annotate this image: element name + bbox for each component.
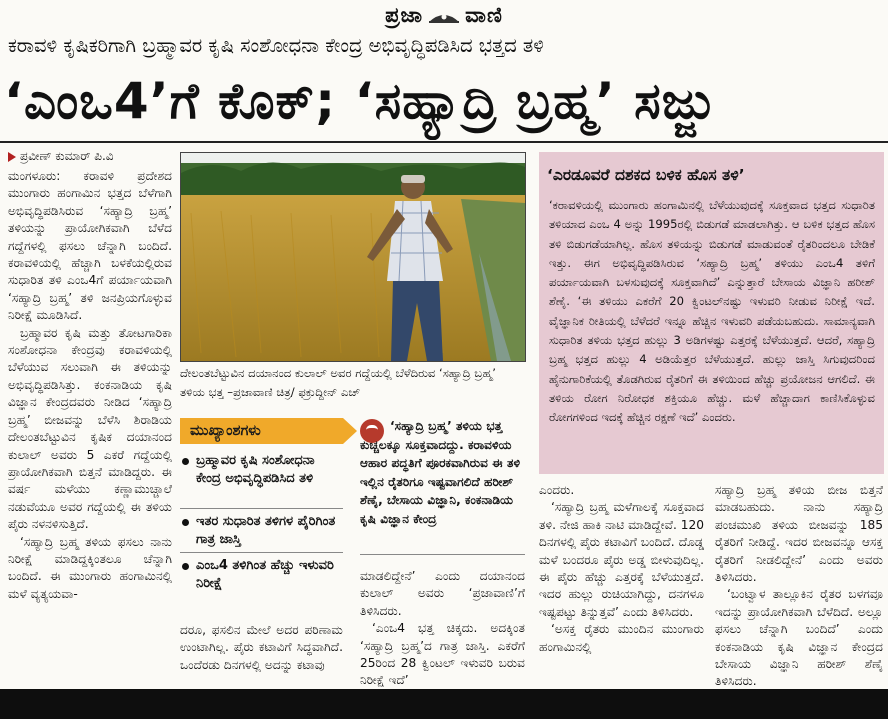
triangle-icon: [8, 152, 16, 162]
paragraph: ದರೂ, ಫಸಲಿನ ಮೇಲೆ ಅದರ ಪರಿಣಾಮ ಉಂಟಾಗಿಲ್ಲ. ಪೈರು ಕಟಾವಿಗೆ ಸಿದ್ಧವಾಗಿದೆ. ಒಂದೆರಡು ದಿನಗಳಲ್ಲಿ ಅದನ್ನು ಕಟಾವು: [180, 623, 343, 672]
footer-band: [0, 689, 888, 719]
paragraph: ‘ಬಂಟ್ವಾಳ ತಾಲ್ಲೂಕಿನ ರೈತರ ಬಳಗವೂ ಇದನ್ನು ಪ್ರಾಯೋಗಿಕವಾಗಿ ಬೆಳೆದಿದೆ. ಅಲ್ಲೂ ಫಸಲು ಚೆನ್ನಾಗಿ ಬಂದಿದೆ’ ಎಂದು ಕಂಕನಾಡಿಯ ಕೃಷಿ ವಿಜ್ಞಾನ ಕೇಂದ್ರದ ಬೇಸಾಯ ವಿಜ್ಞಾನಿ ಹರೀಶ್ ಶೆಣೈ ತಿಳಿಸಿದರು.: [715, 587, 883, 689]
highlights-title: ಮುಖ್ಯಾಂಶಗಳು: [190, 423, 261, 439]
bullet-icon: [182, 563, 189, 570]
divider: [0, 141, 888, 143]
masthead: [0, 0, 888, 30]
divider: [180, 552, 343, 553]
paragraph: ಮಾಡಲಿದ್ದೇನೆ’ ಎಂದು ದಯಾನಂದ ಕುಲಾಲ್ ಅವರು ‘ಪ್ರಜಾವಾಣಿ’ಗೆ ತಿಳಿಸಿದರು.: [360, 569, 525, 618]
paragraph: ಬ್ರಹ್ಮಾವರ ಕೃಷಿ ಮತ್ತು ತೋಟಗಾರಿಕಾ ಸಂಶೋಧನಾ ಕೇಂದ್ರವು ಕರಾವಳಿಯಲ್ಲಿ ಬೆಳೆಯುವ ಸಲುವಾಗಿ ಈ ತಳಿಯನ್ನು ಅಭಿವೃದ್ಧಿಪಡಿಸಿತ್ತು. ಕಂಕನಾಡಿಯ ಕೃಷಿ ವಿಜ್ಞಾನ ಕೇಂದ್ರದವರು ನೀಡಿದ ‘ಸಹ್ಯಾದ್ರಿ ಬ್ರಹ್ಮ’ ಬೀಜವನ್ನು ಬೆಳೆಸಿ ಶಿರಾಡಿಯ ದೇಲಂತಬೆಟ್ಟುವಿನ ಕೃಷಿಕ ದಯಾನಂದ ಕುಲಾಲ್ ಅವರು 5 ಎಕರೆ ಗದ್ದೆಯಲ್ಲಿ ಪ್ರಾಯೋಗಿಕವಾಗಿ ಬಿತ್ತನೆ ಮಾಡಿದ್ದರು. ಈ ವರ್ಷ ಮಳೆಯು ಕಣ್ಣಾಮುಚ್ಚಾಲೆ ನಡುವೆಯೂ ಅವರ ಗದ್ದೆಯಲ್ಲಿ ಈ ತಳಿಯ ಪೈರು ನಳನಳಿಸುತ್ತಿದೆ.: [8, 325, 172, 532]
sidebar-title: ‘ಎರಡೂವರೆ ದಶಕದ ಬಳಿಕ ಹೊಸ ತಳಿ’: [547, 166, 745, 184]
photo-illustration: [181, 153, 525, 361]
photo-caption: ದೇಲಂತಬೆಟ್ಟುವಿನ ದಯಾನಂದ ಕುಲಾಲ್ ಅವರ ಗದ್ದೆಯಲ್ಲಿ ಬೆಳೆದಿರುವ ‘ಸಹ್ಯಾದ್ರಿ ಬ್ರಹ್ಮ’ ತಳಿಯ ಭತ್ತ –ಪ್ರಜಾವಾಣಿ ಚಿತ್ರ/ ಫಕ್ರುದ್ದೀನ್ ಎಚ್: [180, 366, 496, 399]
article-column-2: [180, 622, 343, 689]
article-column-5: [715, 482, 883, 689]
bullet-icon: [182, 519, 189, 526]
highlights-header: [180, 418, 343, 444]
masthead-left: ಪ್ರಜಾ: [385, 2, 424, 27]
highlight-item: ಇತರ ಸುಧಾರಿತ ತಳಿಗಳ ಪೈರಿಗಿಂತ ಗಾತ್ರ ಜಾಸ್ತಿ: [180, 513, 343, 549]
article-column-4: [539, 482, 704, 689]
sidebar-body: ‘ಕರಾವಳಿಯಲ್ಲಿ ಮುಂಗಾರು ಹಂಗಾಮಿನಲ್ಲಿ ಬೆಳೆಯುವುದಕ್ಕೆ ಸೂಕ್ತವಾದ ಭತ್ತದ ಸುಧಾರಿತ ತಳಿಯಾದ ಎಂಒ 4 ಅನ್ನು 1995ರಲ್ಲಿ ಬಿಡುಗಡೆ ಮಾಡಲಾಗಿತ್ತು. ಆ ಬಳಿಕ ಭತ್ತದ ಹೊಸ ತಳಿ ಬಿಡುಗಡೆಯಾಗಿಲ್ಲ. ಹೊಸ ತಳಿಯನ್ನು ಬಿಡುಗಡೆ ಮಾಡುವಂತೆ ರೈತರಿಂದಲೂ ಬೇಡಿಕೆ ಇತ್ತು. ಈಗ ಅಭಿವೃದ್ಧಿಪಡಿಸಿರುವ ‘ಸಹ್ಯಾದ್ರಿ ಬ್ರಹ್ಮ’ ತಳಿಯು ಎಂಒ4 ತಳಿಗೆ ಪರ್ಯಾಯವಾಗಿ ಬಳಸುವುದಕ್ಕೆ ಸೂಕ್ತವಾಗಿದೆ’ ಎನ್ನುತ್ತಾರೆ ಬೇಸಾಯ ವಿಜ್ಞಾನಿ ಹರೀಶ್ ಶೆಣೈ. ‘ಈ ತಳಿಯು ಎಕರೆಗೆ 20 ಕ್ವಿಂಟಲ್‌ನಷ್ಟು ಇಳುವರಿ ನೀಡುವ ನಿರೀಕ್ಷೆ ಇದೆ. ವೈಜ್ಞಾನಿಕ ರೀತಿಯಲ್ಲಿ ಬೆಳೆದರೆ ಇನ್ನೂ ಹೆಚ್ಚಿನ ಇಳುವರಿ ಪಡೆಯಬಹುದು. ಸಾಮಾನ್ಯವಾಗಿ ಸುಧಾರಿತ ತಳಿಯ ಭತ್ತದ ಹುಲ್ಲು 3 ಅಡಿಗಳಷ್ಟು ಎತ್ತರಕ್ಕೆ ಬೆಳೆಯುತ್ತದೆ. ಆದರೆ, ಸಹ್ಯಾದ್ರಿ ಬ್ರಹ್ಮ ಭತ್ತದ ಹುಲ್ಲು 4 ಅಡಿಯೆತ್ತರ ಬೆಳೆಯುತ್ತದೆ. ಹುಲ್ಲು ಜಾಸ್ತಿ ಸಿಗುವುದರಿಂದ ಹೈನುಗಾರಿಕೆಯಲ್ಲಿ ತೊಡಗಿರುವ ರೈತರಿಗೆ ಈ ತಳಿಯಿಂದ ಹೆಚ್ಚು ಪ್ರಯೋಜನ ಆಗಲಿದೆ. ಈ ತಳಿಯ ರೋಗ ನಿರೋಧಕ ಶಕ್ತಿಯೂ ಹೆಚ್ಚು. ಮಳೆ ಹೆಚ್ಚಾದಾಗ ಕಾಣಿಸಿಕೊಳ್ಳುವ ರೋಗಗಳಿಂದ ಇದಕ್ಕೆ ಹೆಚ್ಚಿನ ರಕ್ಷಣೆ ಇದೆ’ ಎಂದರು.: [549, 198, 875, 425]
emblem-icon: [427, 10, 461, 24]
highlight-item: ಎಂಒ4 ತಳಿಗಿಂತ ಹೆಚ್ಚು ಇಳುವರಿ ನಿರೀಕ್ಷೆ: [180, 557, 343, 593]
bullet-icon: [182, 458, 189, 465]
headline: ‘ಎಂಒ4’ಗೆ ಕೊಕ್; ‘ಸಹ್ಯಾದ್ರಿ ಬ್ರಹ್ಮ’ ಸಜ್ಜು: [4, 72, 716, 130]
paragraph: ‘ಸಹ್ಯಾದ್ರಿ ಬ್ರಹ್ಮ ಮಳೆಗಾಲಕ್ಕೆ ಸೂಕ್ತವಾದ ತಳಿ. ನೇಜಿ ಹಾಕಿ ನಾಟಿ ಮಾಡಿದ್ದೇವೆ. 120 ದಿನಗಳಲ್ಲಿ ಪೈರು ಕಟಾವಿಗೆ ಬಂದಿದೆ. ದೊಡ್ಡ ಮಳೆ ಬಂದರೂ ಪೈರು ಅಡ್ಡ ಬೀಳುವುದಿಲ್ಲ. ಈ ಪೈರು ಹೆಚ್ಚು ಎತ್ತರಕ್ಕೆ ಬೆಳೆಯುತ್ತದೆ. ಇದರ ಹುಲ್ಲು ರುಚಿಯಾಗಿದ್ದು, ದನಗಳೂ ಇಷ್ಟಪಟ್ಟು ತಿನ್ನುತ್ತವೆ’ ಎಂದು ತಿಳಿಸಿದರು.: [539, 500, 704, 619]
paragraph: ಸಹ್ಯಾದ್ರಿ ಬ್ರಹ್ಮ ತಳಿಯ ಬೀಜ ಬಿತ್ತನೆ ಮಾಡಬಹುದು. ನಾನು ಸಹ್ಯಾದ್ರಿ ಪಂಚಮುಖಿ ತಳಿಯ ಬೀಜವನ್ನು 185 ರೈತರಿಗೆ ನೀಡಿದ್ದೆ. ಇದರ ಬೀಜವನ್ನೂ ಆಸಕ್ತ ರೈತರಿಗೆ ನೀಡಲಿದ್ದೇನೆ’ ಎಂದು ಅವರು ತಿಳಿಸಿದರು.: [715, 483, 883, 585]
pull-quote: [360, 417, 525, 551]
paragraph: ‘ಅಸಕ್ತ ರೈತರು ಮುಂದಿನ ಮುಂಗಾರು ಹಂಗಾಮಿನಲ್ಲಿ: [539, 622, 704, 654]
pull-quote-text: ‘ಸಹ್ಯಾದ್ರಿ ಬ್ರಹ್ಮ’ ತಳಿಯ ಭತ್ತ ಕುಚ್ಚಲಕ್ಕೂ ಸೂಕ್ತವಾದದ್ದು. ಕರಾವಳಿಯ ಆಹಾರ ಪದ್ಧತಿಗೆ ಪೂರಕವಾಗಿರುವ ಈ ತಳಿ ಇಲ್ಲಿನ ರೈತರಿಗೂ ಇಷ್ಟವಾಗಲಿದೆ ಹರೀಶ್ ಶೆಣೈ, ಬೇಸಾಯ ವಿಜ್ಞಾನಿ, ಕಂಕನಾಡಿಯ ಕೃಷಿ ವಿಜ್ಞಾನ ಕೇಂದ್ರ: [360, 419, 521, 526]
sidebar-box: [539, 152, 884, 474]
paddy-field-photo: [180, 152, 526, 362]
article-column-3: [360, 568, 525, 689]
article-column-1: [8, 168, 172, 689]
byline: [8, 147, 173, 165]
byline-name: ಪ್ರವೀಣ್ ಕುಮಾರ್ ಪಿ.ವಿ: [20, 149, 114, 163]
highlight-item: ಬ್ರಹ್ಮಾವರ ಕೃಷಿ ಸಂಶೋಧನಾ ಕೇಂದ್ರ ಅಭಿವೃದ್ಧಿಪಡಿಸಿದ ತಳಿ: [180, 452, 343, 488]
paragraph: ಮಂಗಳೂರು: ಕರಾವಳಿ ಪ್ರದೇಶದ ಮುಂಗಾರು ಹಂಗಾಮಿನ ಭತ್ತದ ಬೆಳೆಗಾಗಿ ಅಭಿವೃದ್ಧಿಪಡಿಸಿರುವ ‘ಸಹ್ಯಾದ್ರಿ ಬ್ರಹ್ಮ’ ತಳಿಯನ್ನು ಪ್ರಾಯೋಗಿಕವಾಗಿ ಬೆಳೆದ ಗದ್ದೆಗಳಲ್ಲಿ ಫಸಲು ಚೆನ್ನಾಗಿ ಬಂದಿದೆ. ಕರಾವಳಿಯಲ್ಲಿ ಹೆಚ್ಚಾಗಿ ಬಳಕೆಯಲ್ಲಿರುವ ಸುಧಾರಿತ ತಳಿ ಎಂಒ4ಗೆ ಪರ್ಯಾಯವಾಗಿ ‘ಸಹ್ಯಾದ್ರಿ ಬ್ರಹ್ಮ’ ತಳಿ ಜನಪ್ರಿಯಗೊಳ್ಳುವ ನಿರೀಕ್ಷೆ ಮೂಡಿಸಿದೆ.: [8, 169, 172, 323]
masthead-right: ವಾಣಿ: [465, 2, 503, 27]
paragraph: ‘ಸಹ್ಯಾದ್ರಿ ಬ್ರಹ್ಮ ತಳಿಯ ಫಸಲು ನಾನು ನಿರೀಕ್ಷೆ ಮಾಡಿದ್ದಕ್ಕಿಂತಲೂ ಚೆನ್ನಾಗಿ ಬಂದಿದೆ. ಈ ಮುಂಗಾರು ಹಂಗಾಮಿನಲ್ಲಿ ಮಳೆ ವ್ಯತ್ಯಯವಾ-: [8, 534, 172, 601]
paragraph: ‘ಎಂಒ4 ಭತ್ತ ಚಿಕ್ಕದು. ಅದಕ್ಕಿಂತ ‘ಸಹ್ಯಾದ್ರಿ ಬ್ರಹ್ಮ’ದ ಗಾತ್ರ ಜಾಸ್ತಿ. ಎಕರೆಗೆ 25ರಿಂದ 28 ಕ್ವಿಂಟಲ್ ಇಳುವರಿ ಬರುವ ನಿರೀಕ್ಷೆ ಇದೆ’: [360, 621, 525, 688]
arrow-icon: [343, 418, 357, 444]
divider: [180, 508, 343, 509]
paragraph: ಎಂದರು.: [539, 483, 575, 497]
divider: [360, 554, 525, 555]
kicker: ಕರಾವಳಿ ಕೃಷಿಕರಿಗಾಗಿ ಬ್ರಹ್ಮಾವರ ಕೃಷಿ ಸಂಶೋಧನಾ ಕೇಂದ್ರ ಅಭಿವೃದ್ಧಿಪಡಿಸಿದ ಭತ್ತದ ತಳಿ: [8, 34, 544, 57]
